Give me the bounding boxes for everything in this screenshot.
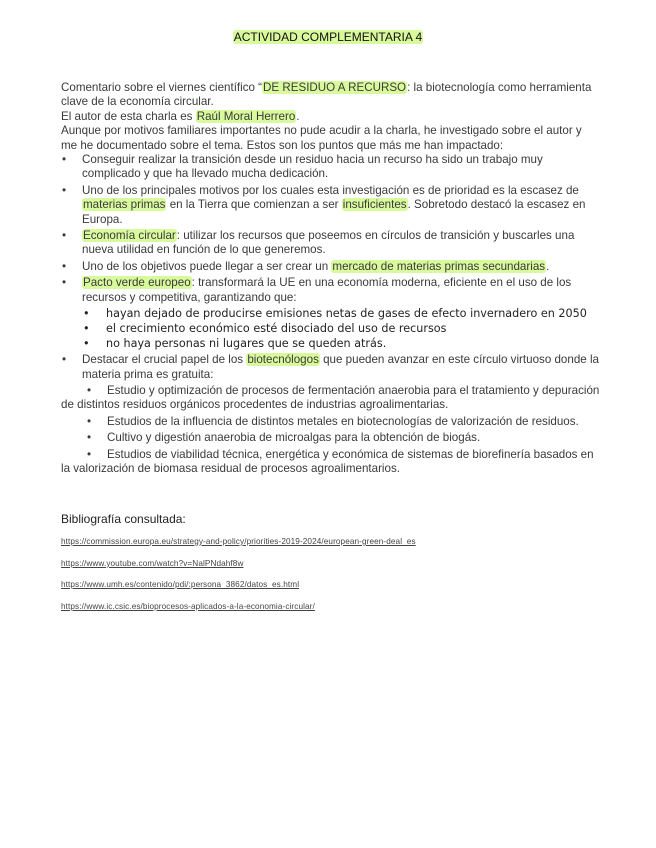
- bibliography-link[interactable]: https://www.ic.csic.es/bioprocesos-aplicados-a-la-economia-circular/: [61, 601, 315, 611]
- sub-list: [61, 306, 601, 351]
- list-item: • Pacto verde europeo: transformará la UE en una economía moderna, eficiente en el uso de los recursos y competitiva, garantizando que: • hayan dejado de producirse emisiones netas de gases de efecto invernadero en 2050 • el crecimiento económico esté disociado del uso de recursos • no haya personas ni lugares que se queden atrás.: [61, 276, 601, 351]
- study-item: • Estudio y optimización de procesos de fermentación anaerobia para el tratamiento y depuración de distintos residuos orgánicos procedentes de industrias agroalimentarias.: [61, 383, 600, 412]
- intro-paragraph-2: El autor de esta charla es Raúl Moral Herrero.: [61, 109, 300, 123]
- highlight-insuficientes: insuficientes: [342, 198, 407, 212]
- study-item: • Estudios de viabilidad técnica, energética y económica de sistemas de biorefinería basados en la valorización de biomasa residual de procesos agroalimentarios.: [61, 447, 594, 475]
- body-text: [61, 81, 601, 478]
- bibliography-links: [61, 537, 621, 623]
- points-list: [61, 153, 601, 382]
- list-item: • Uno de los objetivos puede llegar a ser crear un mercado de materias primas secundarias.: [61, 260, 601, 274]
- sub-list-item: • el crecimiento económico esté disociado del uso de recursos: [61, 321, 601, 336]
- list-item: • Conseguir realizar la transición desde un residuo hacia un recurso ha sido un trabajo muy complicado y que ha llevado mucha dedicación.: [61, 153, 601, 182]
- bibliography-link[interactable]: https://www.umh.es/contenido/pdi/:persona_3862/datos_es.html: [61, 580, 300, 590]
- sub-list-item: • hayan dejado de producirse emisiones netas de gases de efecto invernadero en 2050: [61, 306, 601, 321]
- title-highlight: ACTIVIDAD COMPLEMENTARIA 4: [233, 30, 423, 44]
- bibliography-link[interactable]: https://commission.europa.eu/strategy-and-policy/priorities-2019-2024/european-green-deal_es: [61, 537, 416, 546]
- bibliography-title: Bibliografía consultada:: [61, 512, 186, 526]
- highlight-talk-title: DE RESIDUO A RECURSO: [263, 81, 407, 94]
- highlight-mercado: mercado de materias primas secundarias: [332, 259, 546, 273]
- bibliography-link[interactable]: https://www.youtube.com/watch?v=NalPNdahf8w: [61, 558, 244, 568]
- highlight-biotecnologos: biotecnólogos: [247, 353, 319, 367]
- intro-paragraph-3: Aunque por motivos familiares importantes no pude acudir a la charla, he investigado sobre el autor y me he documentado sobre el tema. Estos son los puntos que más me han impactado:: [61, 124, 582, 152]
- sub-list-item: • no haya personas ni lugares que se queden atrás.: [61, 336, 601, 351]
- highlight-economia-circular: Economía circular: [83, 229, 176, 243]
- study-item: • Estudios de la influencia de distintos metales en biotecnologías de valorización de residuos.: [87, 414, 579, 428]
- highlight-pacto-verde: Pacto verde europeo: [83, 276, 191, 290]
- list-item: • Destacar el crucial papel de los biotecnólogos que pueden avanzar en este círculo virtuoso donde la materia prima es gratuita:: [61, 353, 601, 382]
- page-title: [0, 30, 656, 44]
- list-item: • Uno de los principales motivos por los cuales esta investigación es de prioridad es la escasez de materias primas en la Tierra que comienzan a ser insuficientes. Sobretodo destacó la escasez en Europa.: [61, 184, 601, 227]
- list-item: • Economía circular: utilizar los recursos que poseemos en círculos de transición y buscarles una nueva utilidad en función de lo que generemos.: [61, 229, 601, 258]
- highlight-author: Raúl Moral Herrero: [196, 109, 296, 123]
- highlight-materias-primas: materias primas: [83, 198, 166, 212]
- intro-paragraph-1: Comentario sobre el viernes científico “DE RESIDUO A RECURSO: la biotecnología como herramienta clave de la economía circular.: [61, 81, 592, 109]
- studies-list: [61, 384, 601, 476]
- study-item: • Cultivo y digestión anaerobia de microalgas para la obtención de biogás.: [87, 431, 481, 445]
